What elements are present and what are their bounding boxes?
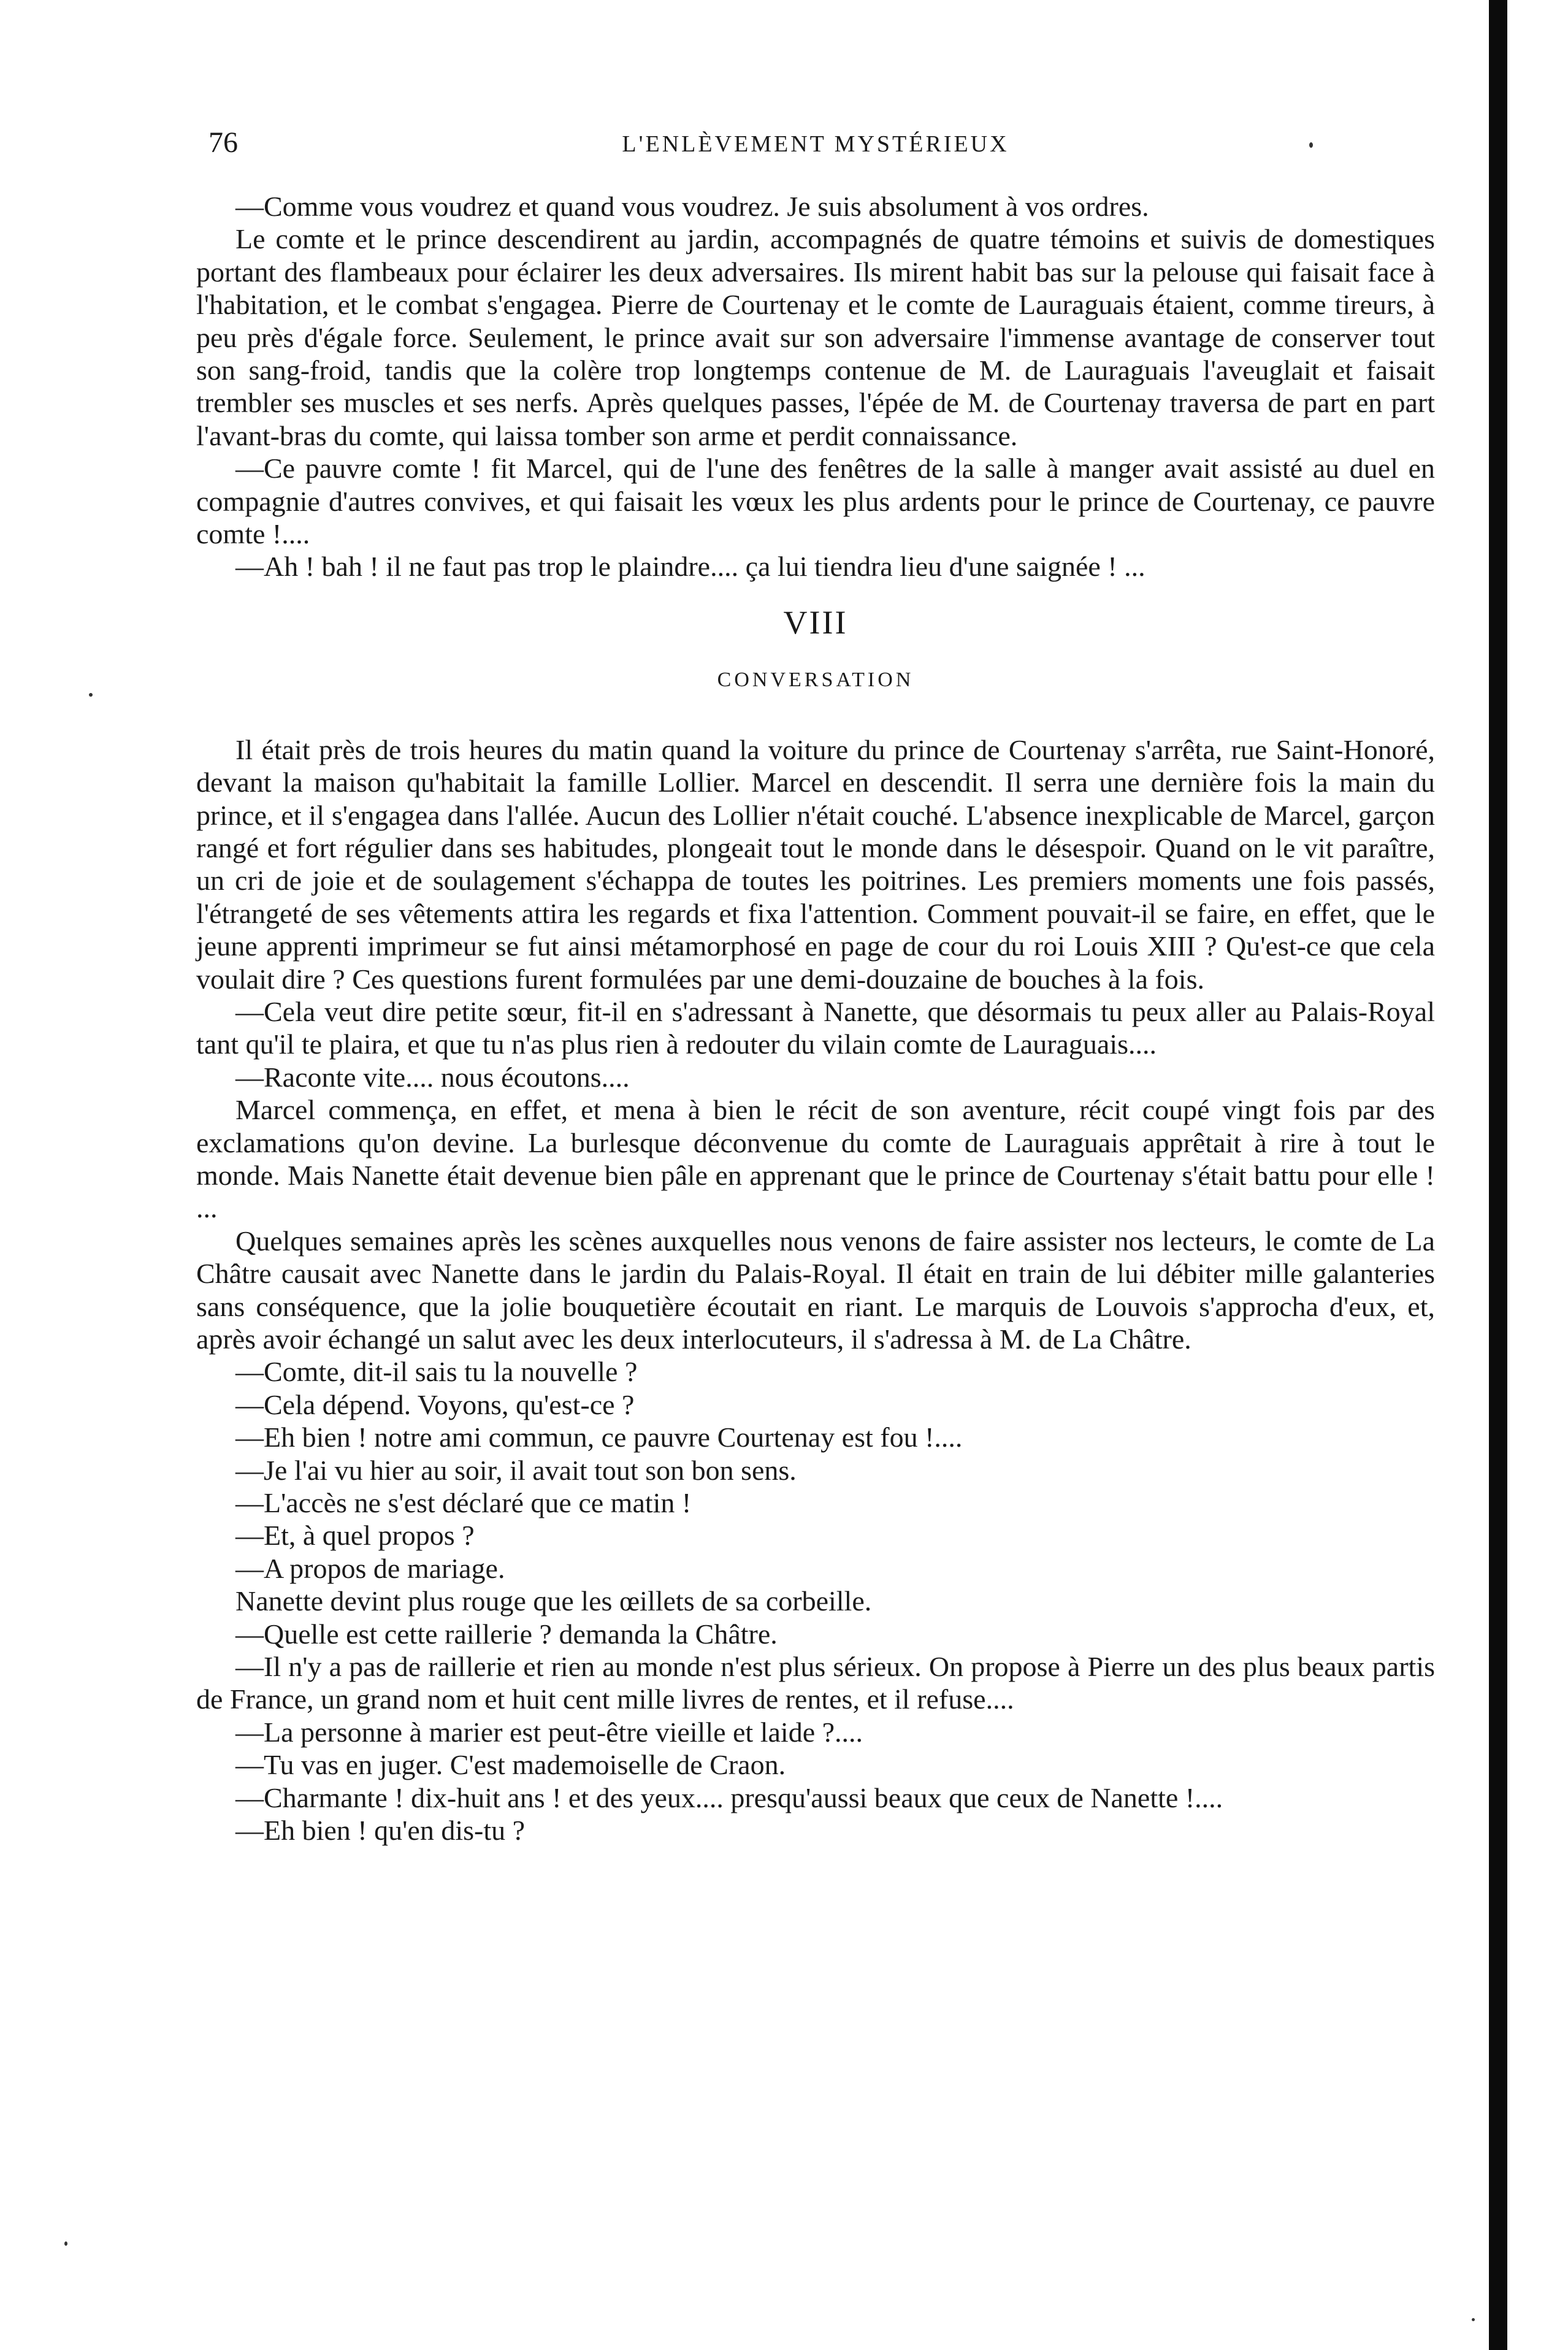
page-body <box>196 190 1435 1847</box>
ink-speck <box>89 693 93 697</box>
paragraph: —La personne à marier est peut-être vieille et laide ?.... <box>235 1716 863 1748</box>
paragraph: —Il n'y a pas de raillerie et rien au monde n'est plus sérieux. On propose à Pierre un des plus beaux partis de France, un grand nom et huit cent mille livres de rentes, et il refuse.... <box>196 1651 1435 1715</box>
paragraph: —Tu vas en juger. C'est mademoiselle de Craon. <box>235 1749 786 1781</box>
running-title: L'ENLÈVEMENT MYSTÉRIEUX <box>622 131 1009 157</box>
paragraph: Marcel commença, en effet, et mena à bien le récit de son aventure, récit coupé vingt fois par des exclamations qu'on devine. La burlesque déconvenue du comte de Lauraguais apprêtait à rire à tout le monde. Mais Nanette était devenue bien pâle en apprenant que le prince de Courtenay s'était battu pour elle ! ... <box>196 1094 1435 1224</box>
paragraph: —Ce pauvre comte ! fit Marcel, qui de l'une des fenêtres de la salle à manger avait assisté au duel en compagnie d'autres convives, et qui faisait les vœux les plus ardents pour le prince de Courtenay, ce pauvre comte !.... <box>196 453 1435 550</box>
paragraph: Il était près de trois heures du matin quand la voiture du prince de Courtenay s'arrêta, rue Saint-Honoré, devant la maison qu'habitait la famille Lollier. Marcel en descendit. Il serra une dernière fois la main du prince, et il s'engagea dans l'allée. Aucun des Lollier n'était couché. L'absence inexplicable de Marcel, garçon rangé et fort régulier dans ses habitudes, plongeait tout le monde dans le désespoir. Quand on le vit paraître, un cri de joie et de soulagement s'échappa de toutes les poitrines. Les premiers moments une fois passés, l'étrangeté de ses vêtements attira les regards et fixa l'attention. Comment pouvait-il se faire, en effet, que le jeune apprenti imprimeur se fut ainsi métamorphosé en page de cour du roi Louis XIII ? Qu'est-ce que cela voulait dire ? Ces questions furent formulées par une demi-douzaine de bouches à la fois. <box>196 733 1435 995</box>
paragraph: —Cela veut dire petite sœur, fit-il en s'adressant à Nanette, que désormais tu peux aller au Palais-Royal tant qu'il te plaira, et que tu n'as plus rien à redouter du vilain comte de Lauraguais.... <box>196 995 1435 1060</box>
paragraph: —Et, à quel propos ? <box>235 1520 475 1552</box>
ink-speck <box>1309 142 1313 148</box>
paragraph: —Je l'ai vu hier au soir, il avait tout son bon sens. <box>235 1454 797 1486</box>
chapter-title: CONVERSATION <box>717 668 914 692</box>
ink-speck <box>1472 2318 1475 2321</box>
paragraph: —Eh bien ! qu'en dis-tu ? <box>235 1815 526 1847</box>
paragraph: —Raconte vite.... nous écoutons.... <box>235 1061 630 1093</box>
page-header <box>196 126 1435 169</box>
paragraph: —Quelle est cette raillerie ? demanda la Châtre. <box>235 1618 778 1650</box>
chapter-number: VIII <box>783 603 848 641</box>
paragraph: Nanette devint plus rouge que les œillets de sa corbeille. <box>235 1585 872 1617</box>
paragraph: —Comme vous voudrez et quand vous voudrez. Je suis absolument à vos ordres. <box>235 191 1149 222</box>
paragraph: Le comte et le prince descendirent au jardin, accompagnés de quatre témoins et suivis de domestiques portant des flambeaux pour éclairer les deux adversaires. Ils mirent habit bas sur la pelouse qui faisait face à l'habitation, et le combat s'engagea. Pierre de Courtenay et le comte de Lauraguais étaient, comme tireurs, à peu près d'égale force. Seulement, le prince avait sur son adversaire l'immense avantage de conserver tout son sang-froid, tandis que la colère trop longtemps contenue de M. de Lauraguais l'aveuglait et faisait trembler ses muscles et ses nerfs. Après quelques passes, l'épée de M. de Courtenay traversa de part en part l'avant-bras du comte, qui laissa tomber son arme et perdit connaissance. <box>196 223 1435 451</box>
paragraph: Quelques semaines après les scènes auxquelles nous venons de faire assister nos lecteurs, le comte de La Châtre causait avec Nanette dans le jardin du Palais-Royal. Il était en train de lui débiter mille galanteries sans conséquence, que la jolie bouquetière écoutait en riant. Le marquis de Louvois s'approcha d'eux, et, après avoir échangé un salut avec les deux interlocuteurs, il s'adressa à M. de La Châtre. <box>196 1225 1435 1355</box>
paragraph: —L'accès ne s'est déclaré que ce matin ! <box>235 1487 692 1519</box>
paragraph: —Ah ! bah ! il ne faut pas trop le plaindre.... ça lui tiendra lieu d'une saignée ! ... <box>235 551 1145 583</box>
page-edge-shadow <box>1489 0 1507 2350</box>
ink-speck <box>64 2241 67 2246</box>
paragraph: —Charmante ! dix-huit ans ! et des yeux.... presqu'aussi beaux que ceux de Nanette !.... <box>235 1782 1223 1813</box>
paragraph: —Eh bien ! notre ami commun, ce pauvre Courtenay est fou !.... <box>235 1422 963 1453</box>
page-number: 76 <box>208 126 238 159</box>
paragraph: —Cela dépend. Voyons, qu'est-ce ? <box>235 1388 635 1420</box>
paragraph: —Comte, dit-il sais tu la nouvelle ? <box>235 1356 638 1388</box>
paragraph: —A propos de mariage. <box>235 1552 505 1584</box>
